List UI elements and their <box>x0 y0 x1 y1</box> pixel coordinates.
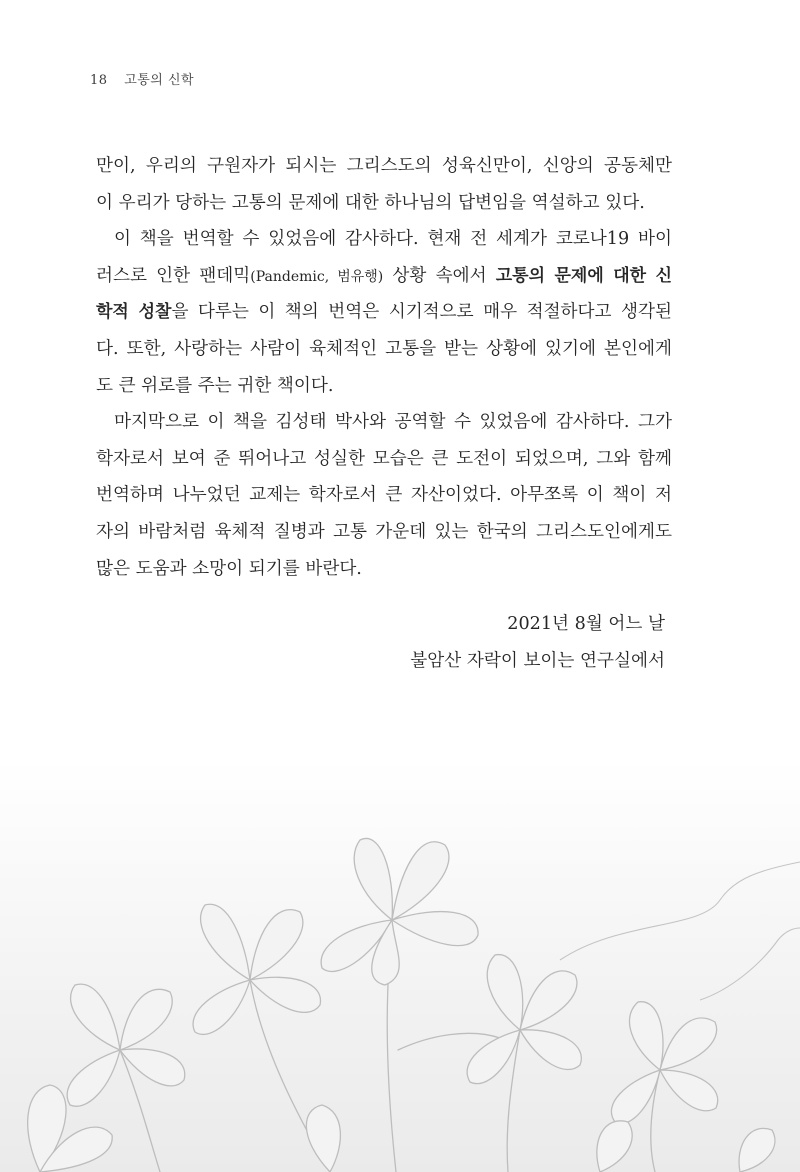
signoff-place: 불암산 자락이 보이는 연구실에서 <box>410 650 665 671</box>
text-line: 학자로서 보여 준 뛰어나고 성실한 모습은 큰 도전이 되었으며, 그와 함께 <box>96 448 672 469</box>
running-head <box>90 69 194 88</box>
text-line <box>96 294 672 331</box>
text-span: 을 다루는 이 책의 번역은 시기적으로 매우 적절하다고 생각된 <box>171 302 672 323</box>
bold-phrase: 학적 성찰 <box>96 302 172 323</box>
signoff <box>410 606 665 679</box>
text-line: 다. 또한, 사랑하는 사람이 육체적인 고통을 받는 상황에 있기에 본인에게 <box>96 338 672 359</box>
bold-phrase: 고통의 문제에 대한 신 <box>495 265 672 286</box>
text-line: 많은 도움과 소망이 되기를 바란다. <box>96 558 362 579</box>
floral-decoration-icon <box>0 800 800 1172</box>
text-line: 마지막으로 이 책을 김성태 박사와 공역할 수 있었음에 감사하다. 그가 <box>114 412 672 433</box>
text-line: 도 큰 위로를 주는 귀한 책이다. <box>96 375 334 396</box>
text-line: 자의 바람처럼 육체적 질병과 고통 가운데 있는 한국의 그리스도인에게도 <box>96 521 672 542</box>
text-line <box>96 258 672 295</box>
body-text <box>96 148 672 587</box>
text-line: 이 우리가 당하는 고통의 문제에 대한 하나님의 답변임을 역설하고 있다. <box>96 192 645 213</box>
book-title: 고통의 신학 <box>124 73 195 88</box>
page-number: 18 <box>90 73 108 88</box>
text-line: 이 책을 번역할 수 있었음에 감사하다. 현재 전 세계가 코로나19 바이 <box>114 229 672 250</box>
text-span: 상황 속에서 <box>383 265 496 286</box>
text-line: 번역하며 나누었던 교제는 학자로서 큰 자산이었다. 아무쪼록 이 책이 저 <box>96 485 672 506</box>
text-line: 만이, 우리의 구원자가 되시는 그리스도의 성육신만이, 신앙의 공동체만 <box>96 156 672 176</box>
signoff-date: 2021년 8월 어느 날 <box>507 614 665 634</box>
text-span-small: (Pandemic, 범유행) <box>250 268 384 285</box>
text-span: 러스로 인한 팬데믹 <box>96 265 251 286</box>
